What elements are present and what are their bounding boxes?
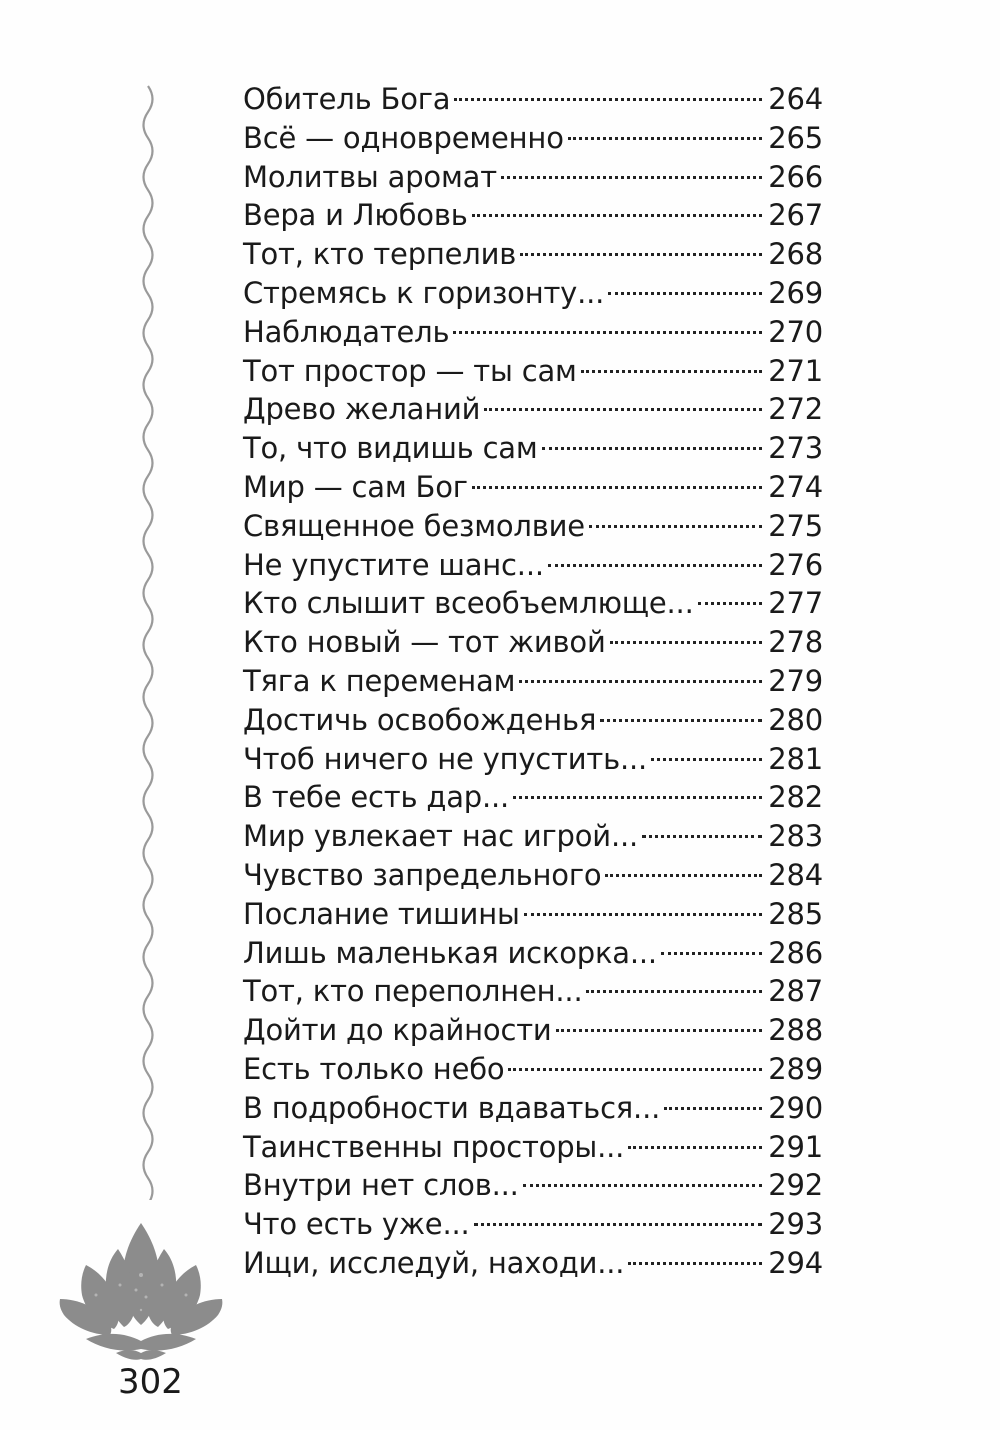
toc-entry-page: 279 xyxy=(768,663,823,698)
toc-dot-leader xyxy=(520,253,762,256)
toc-dot-leader xyxy=(600,719,762,722)
toc-entry xyxy=(243,1011,823,1050)
toc-dot-leader xyxy=(484,408,762,411)
toc-entry xyxy=(243,856,823,895)
toc-entry-page: 267 xyxy=(768,198,823,233)
toc-entry-page: 293 xyxy=(768,1207,823,1242)
toc-entry xyxy=(243,662,823,701)
toc-entry-page: 294 xyxy=(768,1245,823,1280)
toc-dot-leader xyxy=(453,331,762,334)
toc-entry-title: Тот, кто терпелив xyxy=(243,237,517,272)
toc-entry-page: 271 xyxy=(768,353,823,388)
toc-entry-page: 288 xyxy=(768,1013,823,1048)
toc-entry-title: Чтоб ничего не упустить... xyxy=(243,741,648,776)
toc-entry-title: Стремясь к горизонту... xyxy=(243,275,605,310)
toc-entry xyxy=(243,196,823,235)
toc-entry-page: 285 xyxy=(768,896,823,931)
toc-entry-title: Не упустите шанс... xyxy=(243,547,544,582)
toc-entry-page: 270 xyxy=(768,314,823,349)
toc-entry-title: В тебе есть дар... xyxy=(243,780,510,815)
toc-entry-page: 276 xyxy=(768,547,823,582)
toc-entry xyxy=(243,1089,823,1128)
toc-entry-page: 280 xyxy=(768,702,823,737)
toc-entry-page: 281 xyxy=(768,741,823,776)
toc-entry-page: 286 xyxy=(768,935,823,970)
toc-dot-leader xyxy=(608,292,762,295)
toc-dot-leader xyxy=(454,98,762,101)
toc-dot-leader xyxy=(568,137,762,140)
toc-dot-leader xyxy=(605,874,762,877)
toc-dot-leader xyxy=(472,486,762,489)
toc-dot-leader xyxy=(556,1029,763,1032)
toc-entry xyxy=(243,390,823,429)
toc-entry xyxy=(243,274,823,313)
toc-dot-leader xyxy=(628,1146,762,1149)
toc-entry-title: Ищи, исследуй, находи... xyxy=(243,1245,625,1280)
toc-entry-title: Тот, кто переполнен... xyxy=(243,974,583,1009)
toc-entry-page: 283 xyxy=(768,819,823,854)
toc-entry-page: 287 xyxy=(768,974,823,1009)
toc-entry-title: Внутри нет слов... xyxy=(243,1168,519,1203)
toc-entry-title: Всё — одновременно xyxy=(243,120,564,155)
toc-entry xyxy=(243,740,823,779)
wavy-vine-icon xyxy=(128,80,168,1200)
toc-entry xyxy=(243,934,823,973)
toc-entry-page: 289 xyxy=(768,1051,823,1086)
toc-entry-title: Дойти до крайности xyxy=(243,1013,552,1048)
toc-entry-title: Обитель Бога xyxy=(243,82,451,116)
lotus-flower-icon xyxy=(56,1215,226,1365)
toc-entry-title: Молитвы аромат xyxy=(243,159,497,194)
toc-entry xyxy=(243,972,823,1011)
toc-entry-page: 282 xyxy=(768,780,823,815)
toc-dot-leader xyxy=(542,447,763,450)
toc-entry-page: 290 xyxy=(768,1090,823,1125)
toc-entry xyxy=(243,817,823,856)
toc-entry xyxy=(243,584,823,623)
toc-dot-leader xyxy=(474,1223,763,1226)
toc-entry-title: Мир увлекает нас игрой... xyxy=(243,819,638,854)
toc-dot-leader xyxy=(661,952,762,955)
toc-entry xyxy=(243,1050,823,1089)
toc-entry-page: 264 xyxy=(768,82,823,116)
toc-entry-page: 273 xyxy=(768,431,823,466)
table-of-contents xyxy=(243,80,823,1283)
page-number: 302 xyxy=(118,1362,183,1402)
toc-dot-leader xyxy=(581,370,763,373)
toc-entry xyxy=(243,235,823,274)
toc-entry xyxy=(243,468,823,507)
toc-dot-leader xyxy=(664,1107,762,1110)
toc-entry-page: 269 xyxy=(768,275,823,310)
toc-entry-title: В подробности вдаваться... xyxy=(243,1090,661,1125)
toc-entry-page: 278 xyxy=(768,625,823,660)
toc-dot-leader xyxy=(472,214,763,217)
toc-entry-page: 265 xyxy=(768,120,823,155)
toc-dot-leader xyxy=(501,176,762,179)
toc-entry xyxy=(243,895,823,934)
toc-dot-leader xyxy=(628,1262,762,1265)
toc-entry-title: Послание тишины xyxy=(243,896,520,931)
toc-entry xyxy=(243,546,823,585)
toc-entry xyxy=(243,778,823,817)
toc-entry-page: 268 xyxy=(768,237,823,272)
toc-entry xyxy=(243,429,823,468)
toc-entry-title: Таинственны просторы... xyxy=(243,1129,625,1164)
toc-entry xyxy=(243,158,823,197)
toc-entry-page: 274 xyxy=(768,469,823,504)
toc-entry-title: Чувство запредельного xyxy=(243,857,602,892)
toc-entry xyxy=(243,623,823,662)
toc-entry-title: Что есть уже... xyxy=(243,1207,470,1242)
toc-dot-leader xyxy=(523,1184,763,1187)
toc-entry-page: 277 xyxy=(768,586,823,621)
toc-entry-title: Наблюдатель xyxy=(243,314,450,349)
toc-dot-leader xyxy=(610,641,763,644)
toc-dot-leader xyxy=(586,990,762,993)
toc-entry xyxy=(243,701,823,740)
toc-dot-leader xyxy=(642,835,762,838)
toc-entry xyxy=(243,313,823,352)
toc-entry xyxy=(243,1205,823,1244)
toc-dot-leader xyxy=(548,564,762,567)
toc-entry-title: Есть только небо xyxy=(243,1051,505,1086)
toc-dot-leader xyxy=(524,913,763,916)
toc-entry-page: 291 xyxy=(768,1129,823,1164)
toc-entry xyxy=(243,1128,823,1167)
toc-entry-title: Мир — сам Бог xyxy=(243,469,468,504)
toc-entry-title: Тот простор — ты сам xyxy=(243,353,577,388)
toc-entry-title: Лишь маленькая искорка... xyxy=(243,935,657,970)
toc-entry-page: 272 xyxy=(768,392,823,427)
toc-entry-title: Кто слышит всеобъемлюще... xyxy=(243,586,694,621)
toc-entry-title: Кто новый — тот живой xyxy=(243,625,606,660)
toc-entry xyxy=(243,1166,823,1205)
toc-entry-title: Достичь освобожденья xyxy=(243,702,597,737)
toc-entry xyxy=(243,119,823,158)
toc-entry-page: 266 xyxy=(768,159,823,194)
toc-entry-page: 292 xyxy=(768,1168,823,1203)
toc-entry-title: Священное безмолвие xyxy=(243,508,585,543)
toc-dot-leader xyxy=(508,1068,762,1071)
toc-entry xyxy=(243,80,823,119)
toc-entry-page: 275 xyxy=(768,508,823,543)
toc-entry-page: 284 xyxy=(768,857,823,892)
toc-dot-leader xyxy=(513,796,762,799)
toc-entry-title: Древо желаний xyxy=(243,392,481,427)
toc-entry xyxy=(243,1244,823,1283)
toc-dot-leader xyxy=(589,525,762,528)
toc-dot-leader xyxy=(698,602,763,605)
toc-entry-title: То, что видишь сам xyxy=(243,431,538,466)
toc-entry-title: Вера и Любовь xyxy=(243,198,468,233)
toc-dot-leader xyxy=(519,680,762,683)
toc-entry-title: Тяга к переменам xyxy=(243,663,516,698)
toc-entry xyxy=(243,507,823,546)
toc-entry xyxy=(243,352,823,391)
toc-dot-leader xyxy=(651,758,762,761)
